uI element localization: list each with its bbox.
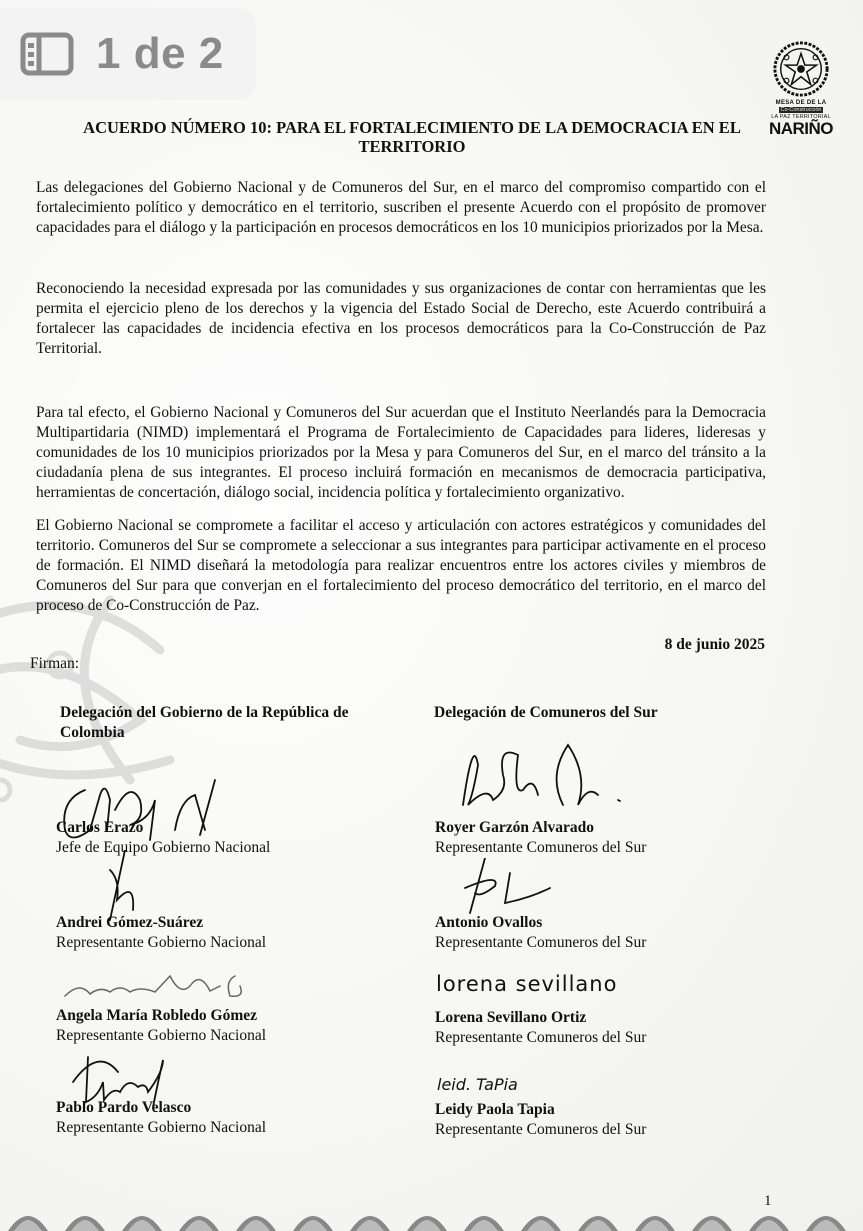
title-line-1: ACUERDO NÚMERO 10: PARA EL FORTALECIMIENTO DE LA DEMOCRACIA EN EL xyxy=(83,118,741,137)
signer-leidy-tapia xyxy=(435,1100,646,1140)
signer-angela-robledo xyxy=(56,1006,266,1046)
signer-role: Representante Gobierno Nacional xyxy=(56,1027,267,1044)
signer-role: Representante Gobierno Nacional xyxy=(56,1119,267,1136)
signer-name: Andrei Gómez-Suárez xyxy=(56,914,204,931)
signer-role: Representante Comuneros del Sur xyxy=(435,839,647,856)
logo-line-2: Co-Construcción xyxy=(780,107,822,113)
logo-line-4: NARIÑO xyxy=(768,119,834,138)
signer-role: Representante Comuneros del Sur xyxy=(435,1029,647,1046)
signature-antonio-ovallos xyxy=(460,858,560,918)
signer-name: Royer Garzón Alvarado xyxy=(435,819,595,836)
paragraph-2: Reconociendo la necesidad expresada por las comunidades y sus organizaciones de contar con herramientas que les permita el ejercicio pleno de los derechos y la vigencia del Estado Social de Derecho, este Acuerdo contribuirá a fortalecer las capacidades de incidencia efectiva en los procesos democráticos para la Co-Construcción de Paz Territorial. xyxy=(36,280,766,357)
document-title xyxy=(40,118,784,156)
logo-line-3: LA PAZ TERRITORIAL xyxy=(771,114,831,120)
signer-name: Angela María Robledo Gómez xyxy=(56,1007,258,1024)
seal-icon xyxy=(772,40,830,98)
signer-antonio-ovallos xyxy=(435,913,646,953)
binding-ring-border xyxy=(0,1214,863,1231)
signer-name: Antonio Ovallos xyxy=(435,914,543,931)
firman-label: Firman: xyxy=(30,655,80,672)
signer-pablo-pardo xyxy=(56,1098,266,1138)
government-delegation-heading: Delegación del Gobierno de la República de Colombia xyxy=(60,704,349,741)
page-indicator-label: 1 de 2 xyxy=(96,29,224,78)
sidebar-icon[interactable] xyxy=(20,32,74,76)
handwritten-lorena-sevillano: lorena sevillano xyxy=(436,972,618,996)
page-indicator-badge[interactable] xyxy=(0,8,256,100)
comuneros-delegation-heading: Delegación de Comuneros del Sur xyxy=(434,704,658,721)
signer-role: Representante Comuneros del Sur xyxy=(435,1121,647,1138)
title-line-2: TERRITORIO xyxy=(358,137,466,156)
signature-angela-robledo xyxy=(60,956,260,1004)
signer-andrei-gomez xyxy=(56,913,266,953)
signer-royer-garzon xyxy=(435,818,646,858)
signer-name: Leidy Paola Tapia xyxy=(435,1101,555,1118)
signer-role: Jefe de Equipo Gobierno Nacional xyxy=(56,839,271,856)
signer-name: Carlos Erazo xyxy=(56,819,144,836)
signer-name: Pablo Pardo Velasco xyxy=(56,1099,192,1116)
handwritten-leidy-tapia: leid. TaPia xyxy=(437,1075,518,1094)
paragraph-1: Las delegaciones del Gobierno Nacional y de Comuneros del Sur, en el marco del compromiso compartido con el fortalecimiento político y democrático en el territorio, suscriben el presente Acuerdo con el propósito de promover capacidades para el diálogo y la participación en procesos democráticos en los 10 municipios priorizados por la Mesa. xyxy=(36,179,766,236)
paragraph-3: Para tal efecto, el Gobierno Nacional y Comuneros del Sur acuerdan que el Instituto Neerlandés para la Democracia Multipartidaria (NIMD) implementará el Programa de Fortalecimiento de Capacidades para lideres, lideresas y comunidades de los 10 municipios priorizados por la Mesa y para Comuneros del Sur, en el marco del tránsito a la ciudadanía plena de sus integrantes. El proceso incluirá formación en mecanismos de democracia participativa, herramientas de concertación, diálogo social, incidencia política y fortalecimiento organizativo. xyxy=(36,404,766,501)
signer-name: Lorena Sevillano Ortiz xyxy=(435,1009,587,1026)
document-date: 8 de junio 2025 xyxy=(664,636,765,653)
signer-role: Representante Comuneros del Sur xyxy=(435,934,647,951)
paragraph-4: El Gobierno Nacional se compromete a facilitar el acceso y articulación con actores estratégicos y comunidades del territorio. Comuneros del Sur se compromete a seleccionar a sus integrantes para participar activamente en el proceso de formación. El NIMD diseñará la metodología para realizar encuentros entre los actores civiles y miembros de Comuneros del Sur para que converjan en el fortalecimiento del proceso democrático del territorio, en el marco del proceso de Co-Construcción de Paz. xyxy=(36,517,766,614)
page-number: 1 xyxy=(764,1193,772,1209)
signature-royer-garzon xyxy=(448,735,638,815)
logo-line-1: MESA DE DE LA xyxy=(775,100,827,106)
signer-role: Representante Gobierno Nacional xyxy=(56,934,267,951)
signer-carlos-erazo xyxy=(56,818,270,858)
signer-lorena-sevillano xyxy=(435,1008,646,1048)
